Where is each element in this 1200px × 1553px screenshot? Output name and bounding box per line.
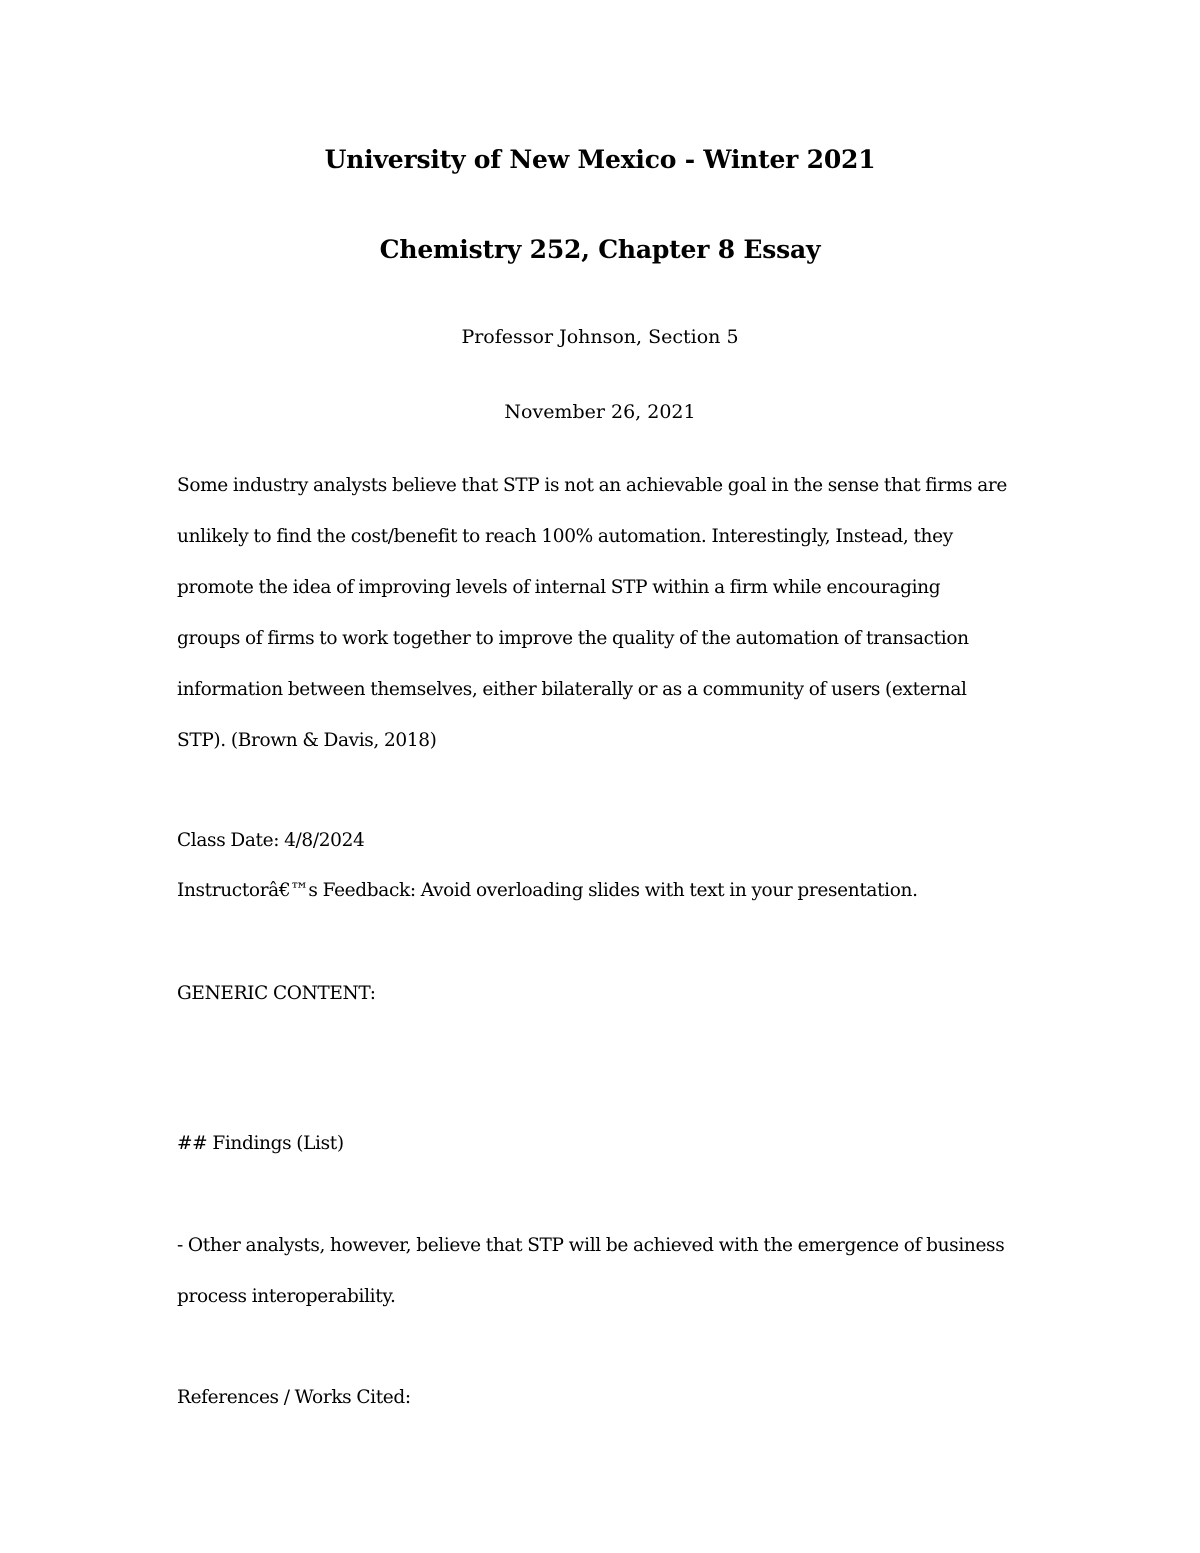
course-title: Chemistry 252, Chapter 8 Essay [379,235,821,264]
university-heading: University of New Mexico - Winter 2021 [324,145,876,174]
paragraph-line: STP). (Brown & Davis, 2018) [177,730,437,751]
paragraph-line: information between themselves, either bilaterally or as a community of users (external [177,679,967,700]
class-date: Class Date: 4/8/2024 [177,830,365,851]
professor-section: Professor Johnson, Section 5 [461,326,739,348]
paragraph-line: Some industry analysts believe that STP is not an achievable goal in the sense that firms are [177,475,1007,496]
paragraph-line: groups of firms to work together to improve the quality of the automation of transaction [177,628,969,649]
paragraph-line: promote the idea of improving levels of internal STP within a firm while encouraging [177,577,941,598]
document-date: November 26, 2021 [504,401,696,423]
list-item: process interoperability. [177,1286,396,1307]
findings-heading: ## Findings (List) [177,1133,344,1154]
generic-content-label: GENERIC CONTENT: [177,983,376,1004]
references-label: References / Works Cited: [177,1387,411,1408]
list-item: - Other analysts, however, believe that STP will be achieved with the emergence of business [177,1235,1005,1256]
paragraph-line: unlikely to find the cost/benefit to reach 100% automation. Interestingly, Instead, they [177,526,953,547]
instructor-feedback: Instructorâ€™s Feedback: Avoid overloading slides with text in your presentation. [177,880,918,901]
